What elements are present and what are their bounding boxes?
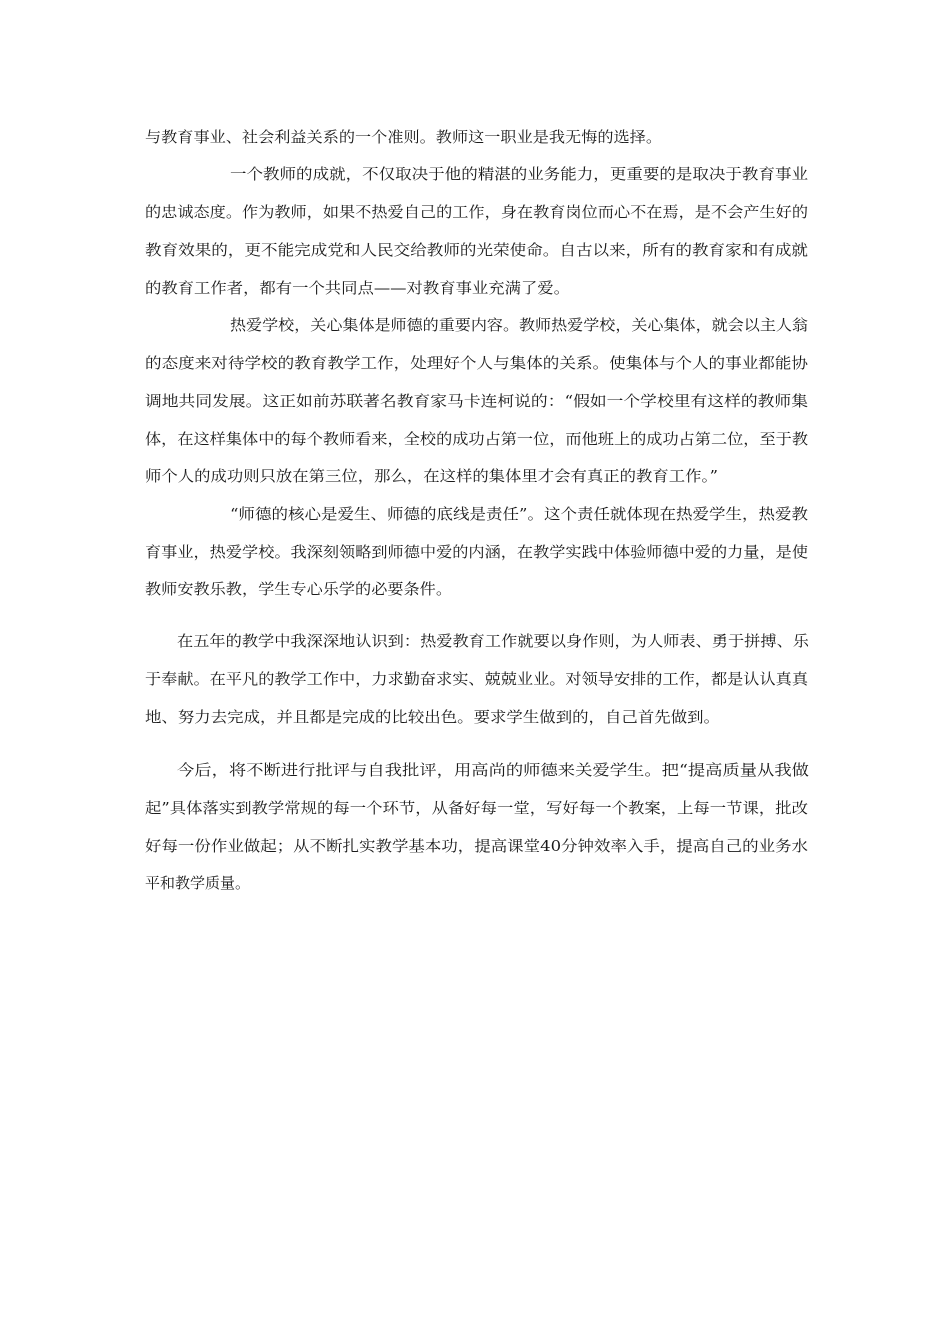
paragraph-line: 的忠诚态度。作为教师，如果不热爱自己的工作，身在教育岗位而心不在焉，是不会产生好的 [145, 203, 808, 221]
paragraph-line: 平和教学质量。 [145, 874, 250, 892]
text-line [0, 707, 950, 727]
text-line [0, 429, 950, 449]
text-line [0, 391, 950, 411]
text-line [0, 278, 950, 298]
paragraph-line: 师个人的成功则只放在第三位，那么，在这样的集体里才会有真正的教育工作。” [145, 467, 718, 485]
paragraph-line: 教育效果的，更不能完成党和人民交给教师的光荣使命。自古以来，所有的教育家和有成就 [145, 241, 808, 259]
text-line [0, 127, 950, 147]
text-line [0, 466, 950, 486]
paragraph-line: 调地共同发展。这正如前苏联著名教育家马卡连柯说的：“假如一个学校里有这样的教师集 [145, 392, 808, 410]
paragraph-line: 的态度来对待学校的教育教学工作，处理好个人与集体的关系。使集体与个人的事业都能协 [145, 354, 808, 372]
text-line [0, 202, 950, 222]
paragraph-line: 地、努力去完成，并且都是完成的比较出色。要求学生做到的，自己首先做到。 [145, 708, 720, 726]
text-line [0, 798, 950, 818]
paragraph-line: 体，在这样集体中的每个教师看来，全校的成功占第一位，而他班上的成功占第二位，至于教 [145, 430, 808, 448]
text-line [0, 873, 950, 893]
text-line [0, 315, 950, 335]
paragraph-line: 热爱学校，关心集体是师德的重要内容。教师热爱学校，关心集体，就会以主人翁 [230, 316, 808, 334]
paragraph-line: 在五年的教学中我深深地认识到：热爱教育工作就要以身作则，为人师表、勇于拼搏、乐 [177, 632, 809, 650]
paragraph-line: 一个教师的成就，不仅取决于他的精湛的业务能力，更重要的是取决于教育事业 [230, 165, 808, 183]
text-line [0, 353, 950, 373]
text-line [0, 164, 950, 184]
paragraph-line: 与教育事业、社会利益关系的一个准则。教师这一职业是我无悔的选择。 [145, 128, 662, 146]
paragraph-line: 的教育工作者，都有一个共同点——对教育事业充满了爱。 [145, 279, 570, 297]
paragraph-line: 起”具体落实到教学常规的每一个环节，从备好每一堂，写好每一个教案，上每一节课，批改 [145, 799, 808, 817]
text-line [0, 631, 950, 651]
text-line [0, 504, 950, 524]
text-line [0, 240, 950, 260]
text-line [0, 760, 950, 780]
paragraph-line: 于奉献。在平凡的教学工作中，力求勤奋求实、兢兢业业。对领导安排的工作，都是认认真真 [145, 670, 808, 688]
text-line [0, 669, 950, 689]
paragraph-line: 好每一份作业做起；从不断扎实教学基本功，提高课堂40分钟效率入手，提高自己的业务水 [145, 837, 808, 855]
text-line [0, 836, 950, 856]
text-line [0, 579, 950, 599]
text-line [0, 542, 950, 562]
paragraph-line: 育事业，热爱学校。我深刻领略到师德中爱的内涵，在教学实践中体验师德中爱的力量，是使 [145, 543, 808, 561]
paragraph-line: 教师安教乐教，学生专心乐学的必要条件。 [145, 580, 452, 598]
paragraph-line: 今后，将不断进行批评与自我批评，用高尚的师德来关爱学生。把“提高质量从我做 [177, 761, 809, 779]
paragraph-line: “师德的核心是爱生、师德的底线是责任”。这个责任就体现在热爱学生，热爱教 [230, 505, 808, 523]
